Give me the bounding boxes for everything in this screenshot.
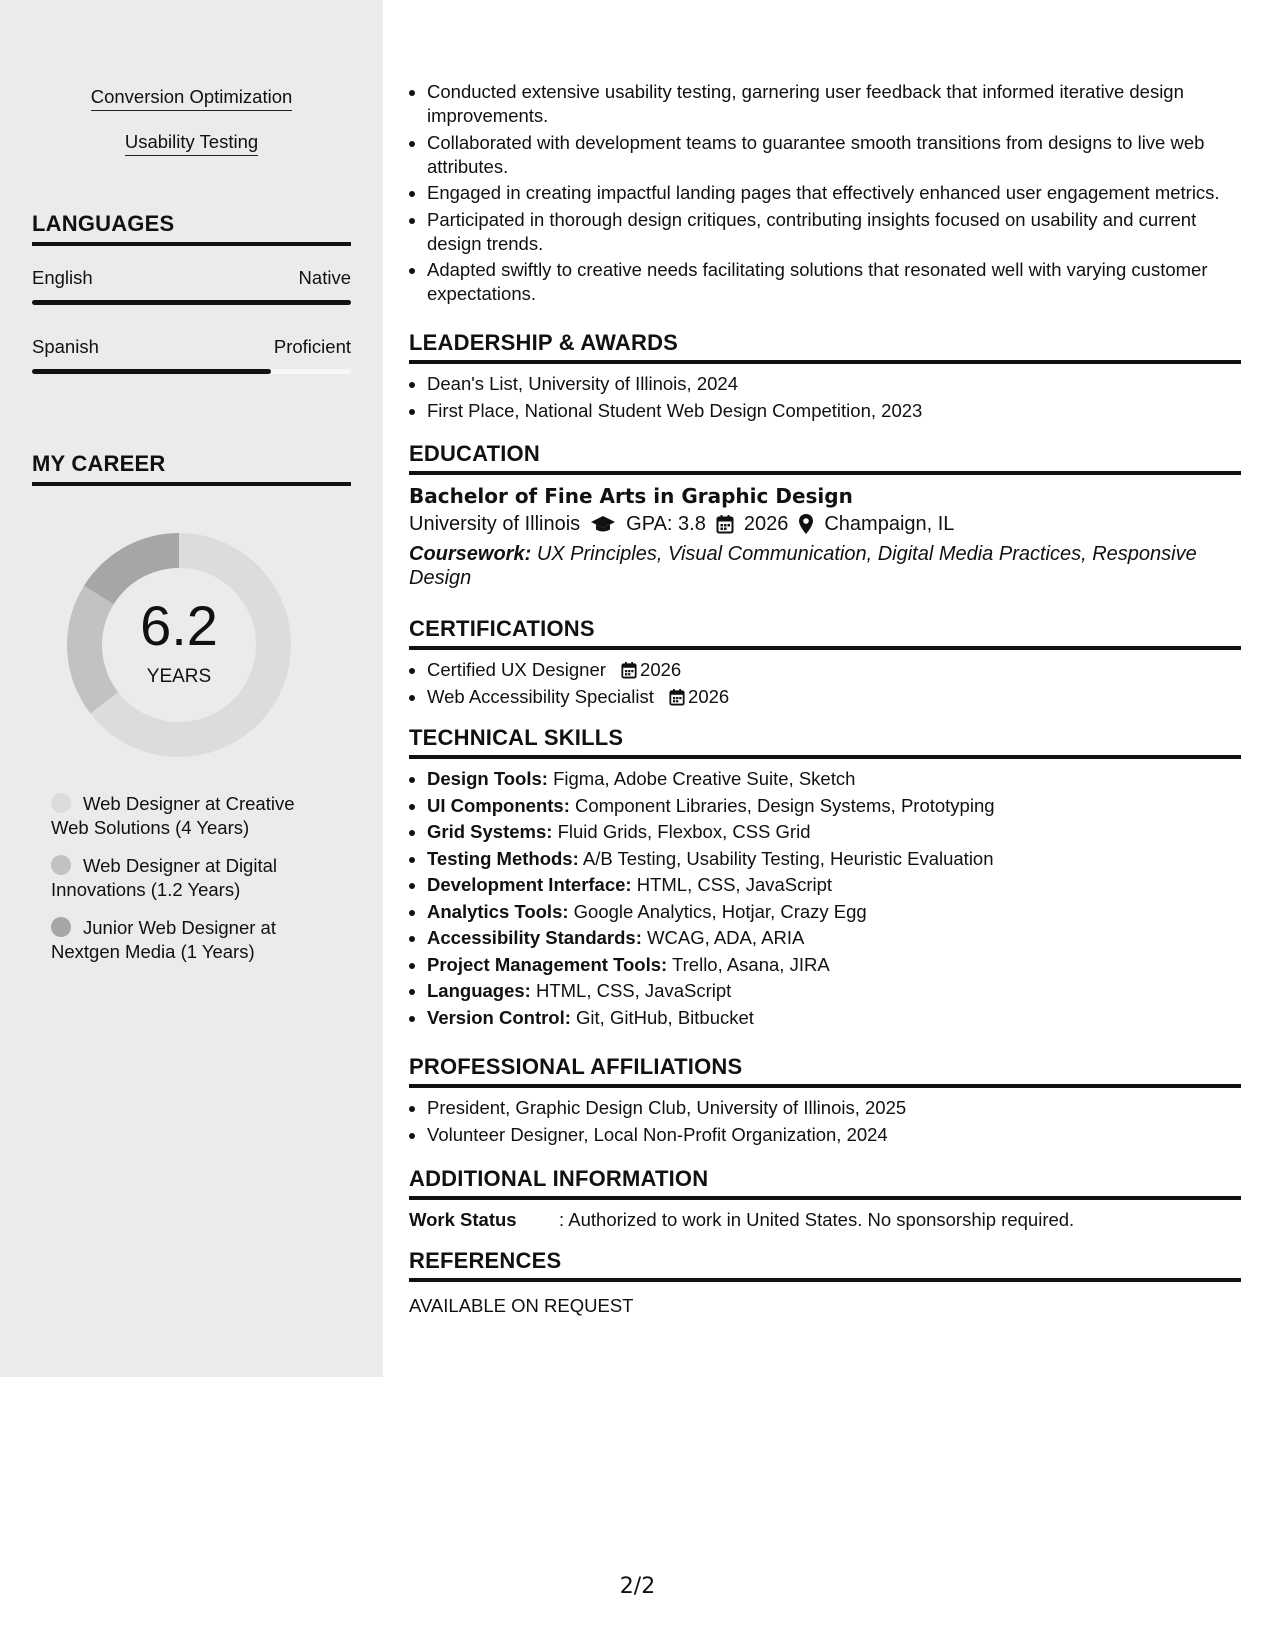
graduation-year: 2026 (743, 513, 789, 535)
skill-value: Git, GitHub, Bitbucket (576, 1006, 754, 1028)
experience-bullets (409, 80, 1241, 309)
list-item (427, 1006, 1241, 1030)
skill-label: Development Interface: (427, 874, 632, 895)
references-text: AVAILABLE ON REQUEST (409, 1295, 634, 1316)
list-item: • Collaborated with development teams to guarantee smooth transitions from designs to live web attributes. (427, 131, 1241, 179)
language-name: English (32, 267, 93, 288)
language-bar (32, 369, 351, 374)
skill-tag: Usability Testing (125, 131, 258, 156)
location: Champaign, IL (824, 513, 955, 535)
certification-name: Certified UX Designer (427, 659, 606, 680)
legend-label: Web Designer at Creative Web Solutions (4 Years) (51, 793, 295, 838)
skill-value: WCAG, ADA, ARIA (647, 927, 805, 948)
page-number: 2/2 (619, 1574, 656, 1599)
leadership-section (409, 330, 1241, 425)
skill-value: Component Libraries, Design Systems, Prototyping (575, 794, 995, 816)
skill-value: Trello, Asana, JIRA (672, 953, 830, 975)
legend-dot (51, 793, 71, 813)
certifications-section (409, 616, 1241, 711)
work-status-value: : Authorized to work in United States. No sponsorship required. (559, 1209, 1075, 1230)
language-english (32, 267, 351, 305)
list-item (427, 767, 1241, 791)
career-heading: MY CAREER (32, 451, 351, 486)
skill-label: Version Control: (427, 1006, 571, 1028)
section-title: TECHNICAL SKILLS (409, 725, 1241, 759)
skill-label: Project Management Tools: (427, 953, 668, 975)
calendar-icon (716, 514, 734, 534)
section-title: ADDITIONAL INFORMATION (409, 1166, 1241, 1200)
list-item: • Adapted swiftly to creative needs facilitating solutions that resonated well with varying customer expectations. (427, 258, 1241, 306)
skill-value: Fluid Grids, Flexbox, CSS Grid (557, 821, 811, 842)
language-bar-fill (32, 369, 271, 374)
skill-label: Design Tools: (427, 768, 548, 789)
degree-title: Bachelor of Fine Arts in Graphic Design (409, 484, 853, 508)
skill-value: A/B Testing, Usability Testing, Heuristic Evaluation (582, 847, 994, 869)
certification-name: Web Accessibility Specialist (427, 685, 654, 707)
list-item: • President, Graphic Design Club, University of Illinois, 2025 (427, 1096, 1241, 1120)
section-title: CERTIFICATIONS (409, 616, 1241, 650)
career-unit: YEARS (146, 666, 212, 687)
list-item: • First Place, National Student Web Design Competition, 2023 (427, 399, 1241, 423)
references-section (409, 1248, 1241, 1318)
list-item (427, 847, 1241, 871)
map-pin-icon (798, 513, 814, 535)
certification-year: 2026 (688, 685, 730, 707)
section-title: LEADERSHIP & AWARDS (409, 330, 1241, 364)
legend-dot (51, 917, 71, 937)
school-name: University of Illinois (409, 513, 581, 535)
education-details (409, 509, 1241, 539)
certification-year: 2026 (640, 659, 682, 680)
list-item: • Volunteer Designer, Local Non-Profit Organization, 2024 (427, 1123, 1241, 1147)
list-item: • Dean's List, University of Illinois, 2024 (427, 372, 1241, 396)
technical-skills-section (409, 725, 1241, 1032)
career-legend-item (51, 854, 321, 902)
list-item: • Engaged in creating impactful landing pages that effectively enhanced user engagement metrics. (427, 181, 1241, 205)
skill-tag: Conversion Optimization (91, 86, 293, 111)
legend-dot (51, 855, 71, 875)
skill-label: Accessibility Standards: (427, 927, 642, 948)
language-level: Native (298, 267, 351, 288)
coursework (409, 542, 1241, 590)
list-item (427, 873, 1241, 897)
career-legend-item (51, 792, 321, 840)
calendar-icon (621, 661, 637, 679)
skill-label: UI Components: (427, 794, 570, 816)
section-title: EDUCATION (409, 441, 1241, 475)
language-level: Proficient (273, 336, 351, 357)
section-title: REFERENCES (409, 1248, 1241, 1282)
list-item: • Participated in thorough design critiques, contributing insights focused on usability and current design trends. (427, 208, 1241, 256)
education-section (409, 441, 1241, 590)
career-total: 6.2 (140, 594, 218, 657)
list-item: • Conducted extensive usability testing, garnering user feedback that informed iterative design improvements. (427, 80, 1241, 128)
languages-heading: LANGUAGES (32, 211, 351, 246)
graduation-cap-icon (590, 514, 616, 534)
list-item (427, 685, 1241, 709)
additional-info-section (409, 1166, 1241, 1232)
skill-label: Testing Methods: (427, 847, 579, 869)
skill-value: Google Analytics, Hotjar, Crazy Egg (573, 900, 867, 922)
list-item (427, 794, 1241, 818)
coursework-label: Coursework: (409, 543, 532, 565)
work-status-label: Work Status (409, 1209, 517, 1230)
list-item (427, 979, 1241, 1003)
legend-label: Web Designer at Digital Innovations (1.2 Years) (51, 855, 277, 900)
skill-label: Grid Systems: (427, 821, 553, 842)
list-item (427, 953, 1241, 977)
section-title: PROFESSIONAL AFFILIATIONS (409, 1054, 1241, 1088)
language-bar-fill (32, 300, 351, 305)
coursework-list: UX Principles, Visual Communication, Digital Media Practices, Responsive Design (409, 543, 1197, 589)
calendar-icon (669, 688, 685, 706)
list-item (427, 820, 1241, 844)
affiliations-section (409, 1054, 1241, 1149)
list-item (427, 900, 1241, 924)
skill-label: Analytics Tools: (427, 900, 569, 922)
list-item (427, 658, 1241, 682)
skill-tags (0, 86, 383, 176)
career-legend-item (51, 916, 321, 964)
language-name: Spanish (32, 336, 99, 357)
language-spanish (32, 336, 351, 374)
skill-value: HTML, CSS, JavaScript (636, 874, 833, 895)
gpa: GPA: 3.8 (626, 513, 706, 535)
language-bar (32, 300, 351, 305)
skill-value: HTML, CSS, JavaScript (535, 980, 732, 1001)
skill-value: Figma, Adobe Creative Suite, Sketch (553, 768, 856, 789)
legend-label: Junior Web Designer at Nextgen Media (1 Years) (51, 917, 276, 962)
skill-label: Languages: (427, 980, 531, 1001)
list-item (427, 926, 1241, 950)
